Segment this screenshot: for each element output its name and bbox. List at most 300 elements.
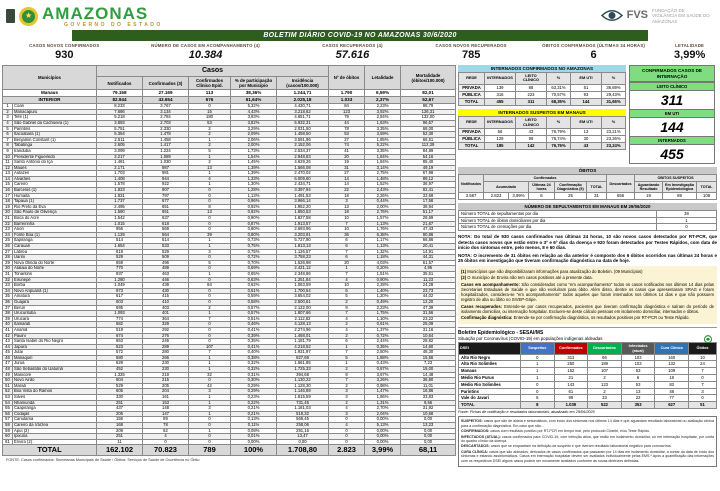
cell: 48 bbox=[3, 367, 13, 373]
cell: 1 bbox=[189, 154, 231, 160]
cell: 7 bbox=[329, 221, 365, 227]
em-uti-label: EM UTI bbox=[630, 109, 714, 118]
cell: Urucurituba bbox=[13, 311, 97, 317]
cell: 9 bbox=[3, 148, 13, 154]
cell: 49,19 bbox=[401, 165, 456, 171]
cell: 1,88% bbox=[365, 355, 401, 361]
col-letalidade: Letalidade bbox=[365, 66, 401, 90]
cell: 31 bbox=[3, 271, 13, 277]
cell: 2.421,12 bbox=[277, 266, 329, 272]
cell: 0,01% bbox=[231, 434, 277, 440]
cell: 33,68 bbox=[401, 193, 456, 199]
cell: 2.152,06 bbox=[277, 143, 329, 149]
cell: 568 bbox=[143, 227, 189, 233]
obitos-data-row bbox=[459, 193, 717, 200]
cell: 15 bbox=[3, 182, 13, 188]
cell: Santa Isabel do Rio Negro bbox=[13, 339, 97, 345]
col-total2: TOTAL bbox=[697, 182, 717, 193]
cell: 13 bbox=[571, 128, 602, 135]
cell: PÚBLICA bbox=[459, 91, 485, 98]
stat-novos-recuperados bbox=[418, 43, 523, 64]
cell: 144 bbox=[571, 99, 602, 106]
stat-obitos-24h bbox=[524, 43, 663, 64]
cell: 1.931,97 bbox=[277, 350, 329, 356]
cell: Careiro da Várzea bbox=[13, 423, 97, 429]
cell: 2,28% bbox=[365, 283, 401, 289]
cell: 53 bbox=[621, 381, 655, 388]
stat-label: CASOS RECUPERADOS (4) bbox=[322, 43, 383, 48]
cell: 604 bbox=[97, 378, 143, 384]
cell: 1.181,79 bbox=[277, 339, 329, 345]
cell: 2.274,96 bbox=[277, 327, 329, 333]
cell: 28,69 bbox=[401, 216, 456, 222]
cell: 14,48 bbox=[401, 372, 456, 378]
cell: Alvarães bbox=[13, 176, 97, 182]
cell: 415 bbox=[143, 294, 189, 300]
cell: 1 bbox=[189, 182, 231, 188]
cell: 79 bbox=[329, 115, 365, 121]
cell: 2 bbox=[588, 388, 622, 395]
dsei-row bbox=[459, 361, 717, 368]
cell: 5.751 bbox=[97, 126, 143, 132]
cell: 0 bbox=[189, 439, 231, 445]
cell: 16 bbox=[3, 188, 13, 194]
cell: 148 bbox=[143, 406, 189, 412]
cell: 4 bbox=[329, 423, 365, 429]
cell: 1.129 bbox=[97, 232, 143, 238]
cell: 78 bbox=[143, 423, 189, 429]
cell: 251 bbox=[97, 434, 143, 440]
cell: 8 bbox=[3, 143, 13, 149]
cell: 3.218,62 bbox=[277, 109, 329, 115]
cell: 96,57 bbox=[401, 120, 456, 126]
definition-lead: Casos recuperados: bbox=[461, 303, 505, 309]
cell: 2.703 bbox=[143, 120, 189, 126]
cell: 2.605 bbox=[97, 143, 143, 149]
cell: 3,35% bbox=[365, 148, 401, 154]
cell: 1.827,58 bbox=[277, 216, 329, 222]
col-rede: REDE bbox=[459, 73, 485, 85]
cell: Uarini bbox=[13, 255, 97, 261]
rede-row bbox=[459, 91, 626, 98]
cell: 0,21% bbox=[231, 411, 277, 417]
fvs-logo bbox=[601, 8, 710, 24]
cell: 103 bbox=[621, 354, 655, 361]
cell: 1.850,53 bbox=[277, 210, 329, 216]
cell: 31,56 bbox=[401, 311, 456, 317]
col-pct1: % bbox=[547, 73, 571, 85]
cell: Barcelos (1) bbox=[13, 188, 97, 194]
cell: 66 bbox=[588, 354, 622, 361]
cell: 3 bbox=[189, 406, 231, 412]
cell: 4 bbox=[329, 277, 365, 283]
cell: 19 bbox=[635, 193, 663, 200]
cell: 1,73% bbox=[231, 148, 277, 154]
cell: 6 bbox=[529, 193, 555, 200]
cell: 5,13% bbox=[365, 423, 401, 429]
cell: 2,44% bbox=[365, 339, 401, 345]
cell: 14,91 bbox=[401, 249, 456, 255]
cell: 45 bbox=[3, 350, 13, 356]
cell: 514 bbox=[143, 238, 189, 244]
cell: 7 bbox=[189, 350, 231, 356]
sesai-panel bbox=[458, 327, 717, 414]
cell: 0,31% bbox=[231, 372, 277, 378]
cell: 0 bbox=[189, 327, 231, 333]
cell: 5,22% bbox=[365, 143, 401, 149]
cell: 74 bbox=[329, 143, 365, 149]
cell: 4.651,71 bbox=[277, 115, 329, 121]
cell: 0,41% bbox=[231, 327, 277, 333]
cell: 24 bbox=[689, 361, 717, 368]
cell: 7.686 bbox=[97, 109, 143, 115]
leito-clinico-label: LEITO CLÍNICO bbox=[630, 82, 714, 91]
cell: 1 bbox=[521, 375, 555, 382]
cell: 695 bbox=[97, 305, 143, 311]
cell: 4,03% bbox=[365, 260, 401, 266]
cell: 215 bbox=[143, 378, 189, 384]
cell: 0,61% bbox=[365, 322, 401, 328]
cell: 205 bbox=[143, 383, 189, 389]
cell: 36,97 bbox=[401, 182, 456, 188]
cell: 1.813,13 bbox=[277, 244, 329, 250]
cell: 15 bbox=[189, 109, 231, 115]
cell: 11 bbox=[97, 439, 143, 445]
cell: 0,32% bbox=[231, 361, 277, 367]
cell: 1 bbox=[521, 368, 555, 375]
cell: 32 bbox=[3, 277, 13, 283]
cell: 3.397,94 bbox=[277, 188, 329, 194]
cell: 82,41 bbox=[401, 188, 456, 194]
cell: Humaitá bbox=[13, 193, 97, 199]
cell: 13 bbox=[329, 204, 365, 210]
cell: 2,84% bbox=[365, 115, 401, 121]
cell: 142 bbox=[516, 143, 547, 150]
cell: 2.348,86 bbox=[277, 271, 329, 277]
cell: 266 bbox=[143, 355, 189, 361]
cell: 0 bbox=[189, 339, 231, 345]
cell: 2 bbox=[329, 400, 365, 406]
cell: 1,13% bbox=[365, 244, 401, 250]
cell: 13,23 bbox=[401, 423, 456, 429]
cell: 0,11% bbox=[231, 423, 277, 429]
stat-acompanhamento bbox=[125, 43, 287, 64]
cell: 987 bbox=[143, 165, 189, 171]
cell: 289 bbox=[143, 344, 189, 350]
cell: 1.654 bbox=[97, 244, 143, 250]
cell: 30 bbox=[571, 136, 602, 143]
cell: 4 bbox=[329, 406, 365, 412]
cell: 0,39% bbox=[231, 333, 277, 339]
cell: 132 bbox=[655, 361, 689, 368]
col-incidencia: Incidência (casos/100.000) bbox=[277, 77, 329, 90]
cell: 291,16 bbox=[277, 428, 329, 434]
cell: 1 bbox=[189, 400, 231, 406]
cell: 51 bbox=[689, 402, 717, 409]
header bbox=[0, 0, 720, 30]
cell: 0 bbox=[521, 388, 555, 395]
cell: 0,00 bbox=[401, 417, 456, 423]
col-confirmados: Confirmados bbox=[554, 343, 588, 354]
cell: 43 bbox=[516, 128, 547, 135]
cell: 1,31% bbox=[365, 400, 401, 406]
cell: 230 bbox=[143, 367, 189, 373]
fvs-acronym: FVS bbox=[626, 9, 648, 22]
cell: 168 bbox=[97, 423, 143, 429]
col-internados: INTERNADOS bbox=[485, 73, 516, 85]
cell: 316 bbox=[485, 91, 516, 98]
cell: 8 bbox=[189, 204, 231, 210]
cell: 1.015 bbox=[97, 221, 143, 227]
cell: 0 bbox=[189, 434, 231, 440]
cell: 0 bbox=[657, 224, 717, 231]
cell: 0 bbox=[189, 227, 231, 233]
cell: 0 bbox=[189, 294, 231, 300]
cell: 1,17% bbox=[365, 238, 401, 244]
cell: 54 bbox=[3, 400, 13, 406]
cell: 3.203,91 bbox=[277, 232, 329, 238]
cell: 618 bbox=[143, 221, 189, 227]
cell: Coari bbox=[13, 104, 97, 110]
cell: 0,32% bbox=[231, 367, 277, 373]
cell: 39 bbox=[189, 232, 231, 238]
cell: 0,65% bbox=[231, 271, 277, 277]
cell: 627 bbox=[655, 402, 689, 409]
cell: 401 bbox=[143, 311, 189, 317]
cell: Médio Rio Purus bbox=[459, 375, 521, 382]
cell: 68,35% bbox=[547, 99, 571, 106]
cell: 55 bbox=[3, 406, 13, 412]
cell: 0,80% bbox=[231, 227, 277, 233]
cell: 569,45 bbox=[277, 417, 329, 423]
cell: 28,82 bbox=[401, 339, 456, 345]
cell: 0,59% bbox=[231, 294, 277, 300]
cell: 533 bbox=[143, 244, 189, 250]
cell: 34 bbox=[3, 288, 13, 294]
cell: 0,72% bbox=[365, 333, 401, 339]
cell: Manicoré bbox=[13, 372, 97, 378]
cell: Barreirinha bbox=[13, 221, 97, 227]
cell: 0 bbox=[189, 216, 231, 222]
cell: 43 bbox=[571, 143, 602, 150]
cell: 973 bbox=[97, 288, 143, 294]
cell: 13,47 bbox=[277, 434, 329, 440]
state-crest-icon bbox=[19, 7, 38, 26]
cell: 1 bbox=[329, 344, 365, 350]
cell: Urucará bbox=[13, 316, 97, 322]
cell: 20 bbox=[3, 210, 13, 216]
cell: Tapauá (1) bbox=[13, 199, 97, 205]
cell: 3,59% bbox=[365, 132, 401, 138]
cell: 2,00% bbox=[231, 143, 277, 149]
cell: 0 bbox=[689, 395, 717, 402]
cell: Maués bbox=[13, 165, 97, 171]
cell: 47,43 bbox=[401, 227, 456, 233]
cell: 1 bbox=[521, 361, 555, 368]
cell: 1.039 bbox=[554, 402, 588, 409]
cell: Borba bbox=[13, 283, 97, 289]
cell: 8 bbox=[521, 402, 555, 409]
cell: 70,57% bbox=[547, 91, 571, 98]
rede-total-row bbox=[459, 143, 626, 150]
cell: Alto Rio Solimões bbox=[459, 361, 521, 368]
cell: 36,80 bbox=[401, 378, 456, 384]
cell: 8 bbox=[329, 372, 365, 378]
cell: 5 bbox=[189, 260, 231, 266]
cell: 6 bbox=[329, 255, 365, 261]
cell: 529 bbox=[97, 255, 143, 261]
cell: 4 bbox=[3, 120, 13, 126]
cell: 1.580 bbox=[97, 210, 143, 216]
cell: 452 bbox=[97, 367, 143, 373]
cell: 36 bbox=[3, 299, 13, 305]
cell: 410 bbox=[143, 299, 189, 305]
cell: São Sebastião do Uatumã bbox=[13, 367, 97, 373]
cell: 160 bbox=[655, 354, 689, 361]
cell: 48 bbox=[655, 388, 689, 395]
cell: 209 bbox=[97, 428, 143, 434]
cell: 1,75% bbox=[365, 311, 401, 317]
cell: 15,56 bbox=[401, 355, 456, 361]
cell: 60 bbox=[3, 434, 13, 440]
cell: 2 bbox=[189, 160, 231, 166]
cell: Eirunepé bbox=[13, 277, 97, 283]
cell: 204 bbox=[143, 389, 189, 395]
cell: Amaturá bbox=[13, 294, 97, 300]
cell: Codajás bbox=[13, 411, 97, 417]
cell: 36 bbox=[329, 232, 365, 238]
cell: 2 bbox=[329, 322, 365, 328]
cell: 564 bbox=[143, 232, 189, 238]
cell: 56 bbox=[3, 411, 13, 417]
cell: 4 bbox=[329, 327, 365, 333]
cell: 18 bbox=[329, 210, 365, 216]
cell: 10 bbox=[329, 283, 365, 289]
amazonas-logo bbox=[6, 5, 163, 28]
cell: 3 bbox=[189, 389, 231, 395]
cell: 11 bbox=[3, 160, 13, 166]
col-uti: EM UTI bbox=[571, 73, 602, 85]
cell: 14 bbox=[3, 176, 13, 182]
cell: 3 bbox=[689, 388, 717, 395]
cell: 2 bbox=[588, 375, 622, 382]
cell: 107 bbox=[189, 344, 231, 350]
cell: 44 bbox=[3, 344, 13, 350]
cell: 2.534,37 bbox=[277, 148, 329, 154]
cell: 582 bbox=[97, 322, 143, 328]
cell: 1.478 bbox=[143, 132, 189, 138]
cell: Tefé (1) bbox=[13, 115, 97, 121]
definition-line: (2) O município de Envira não tem casos positivos até a presente data. bbox=[461, 275, 593, 281]
cell: 51,17 bbox=[401, 210, 456, 216]
cell: 3.587 bbox=[459, 193, 484, 200]
cell: 937 bbox=[97, 271, 143, 277]
cell: 5 bbox=[3, 126, 13, 132]
cell: Tonantins bbox=[13, 271, 97, 277]
cell: 1.831 bbox=[97, 193, 143, 199]
cell: 2.330 bbox=[143, 126, 189, 132]
cell: Anamã bbox=[13, 327, 97, 333]
cell: 956 bbox=[97, 227, 143, 233]
cell: 3.134 bbox=[143, 109, 189, 115]
cell: 0,43% bbox=[365, 361, 401, 367]
cell: 10 bbox=[329, 216, 365, 222]
rede-total-row bbox=[459, 99, 626, 106]
cell: Manacapuru bbox=[13, 109, 97, 115]
cell: 25 bbox=[3, 238, 13, 244]
cell: 0,38% bbox=[231, 355, 277, 361]
cell: 770 bbox=[97, 266, 143, 272]
definition-line: (1) Municípios que não disponibilizaram informações para atualização do Boletim. (09 Municípios) bbox=[461, 269, 643, 275]
cell: Atalaia do Norte bbox=[13, 266, 97, 272]
cell: 0,62% bbox=[231, 283, 277, 289]
cell: 3.654,02 bbox=[277, 294, 329, 300]
cell: 10 bbox=[3, 154, 13, 160]
cell: 61,57 bbox=[401, 260, 456, 266]
cell: 5 bbox=[521, 395, 555, 402]
cell: 7 bbox=[329, 378, 365, 384]
cell: 1 bbox=[3, 104, 13, 110]
col-cura: Cura Clínica bbox=[655, 343, 689, 354]
cell: 61 bbox=[3, 439, 13, 445]
cell: 1.700,54 bbox=[277, 288, 329, 294]
cell: 2.122,00 bbox=[277, 305, 329, 311]
cell: 5.354 bbox=[97, 132, 143, 138]
cell: Caapiranga bbox=[13, 406, 97, 412]
stat-value: 57.616 bbox=[335, 49, 370, 61]
cell: 78 bbox=[329, 126, 365, 132]
internados-suspeitos-panel bbox=[458, 109, 626, 150]
cell: Médio Rio Solimões bbox=[459, 381, 521, 388]
cell: 156 bbox=[97, 417, 143, 423]
cell: 3,82% bbox=[231, 120, 277, 126]
cell: 731,45 bbox=[277, 400, 329, 406]
cell: Iranduba bbox=[13, 148, 97, 154]
cell: Maraã bbox=[13, 383, 97, 389]
fvs-name: FUNDAÇÃO DE VIGILÂNCIA EM SAÚDE DO AMAZONAS bbox=[652, 7, 710, 24]
cell: 1.807,66 bbox=[277, 311, 329, 317]
cell: 0,92% bbox=[231, 210, 277, 216]
cell: Novo Airão bbox=[13, 378, 97, 384]
cell: 523 bbox=[97, 344, 143, 350]
cell: 0 bbox=[521, 354, 555, 361]
cell: 3,29% bbox=[231, 126, 277, 132]
cell: 3 bbox=[329, 389, 365, 395]
legend-box bbox=[458, 416, 717, 467]
cell: 3.893 bbox=[97, 120, 143, 126]
cell: 0,00% bbox=[365, 417, 401, 423]
definition-lead: (2) bbox=[461, 275, 468, 281]
cell: 651 bbox=[143, 210, 189, 216]
stat-value: 6 bbox=[590, 49, 597, 61]
cell: 251 bbox=[97, 400, 143, 406]
cell: 0,00 bbox=[401, 428, 456, 434]
cell: 603 bbox=[97, 299, 143, 305]
cell: 2 bbox=[3, 109, 13, 115]
cell: 0,23% bbox=[231, 395, 277, 401]
cell: Nhamundá bbox=[13, 400, 97, 406]
cell: 1,18% bbox=[365, 255, 401, 261]
cell: 189 bbox=[588, 361, 622, 368]
cell: 53 bbox=[329, 132, 365, 138]
cell: 1,40% bbox=[365, 288, 401, 294]
cell: 1,84% bbox=[365, 154, 401, 160]
cell: 529 bbox=[97, 383, 143, 389]
cell: 126,31 bbox=[401, 109, 456, 115]
cell: 6,38% bbox=[365, 232, 401, 238]
cell: Nova Olinda do Norte bbox=[13, 260, 97, 266]
cell: 364 bbox=[143, 316, 189, 322]
